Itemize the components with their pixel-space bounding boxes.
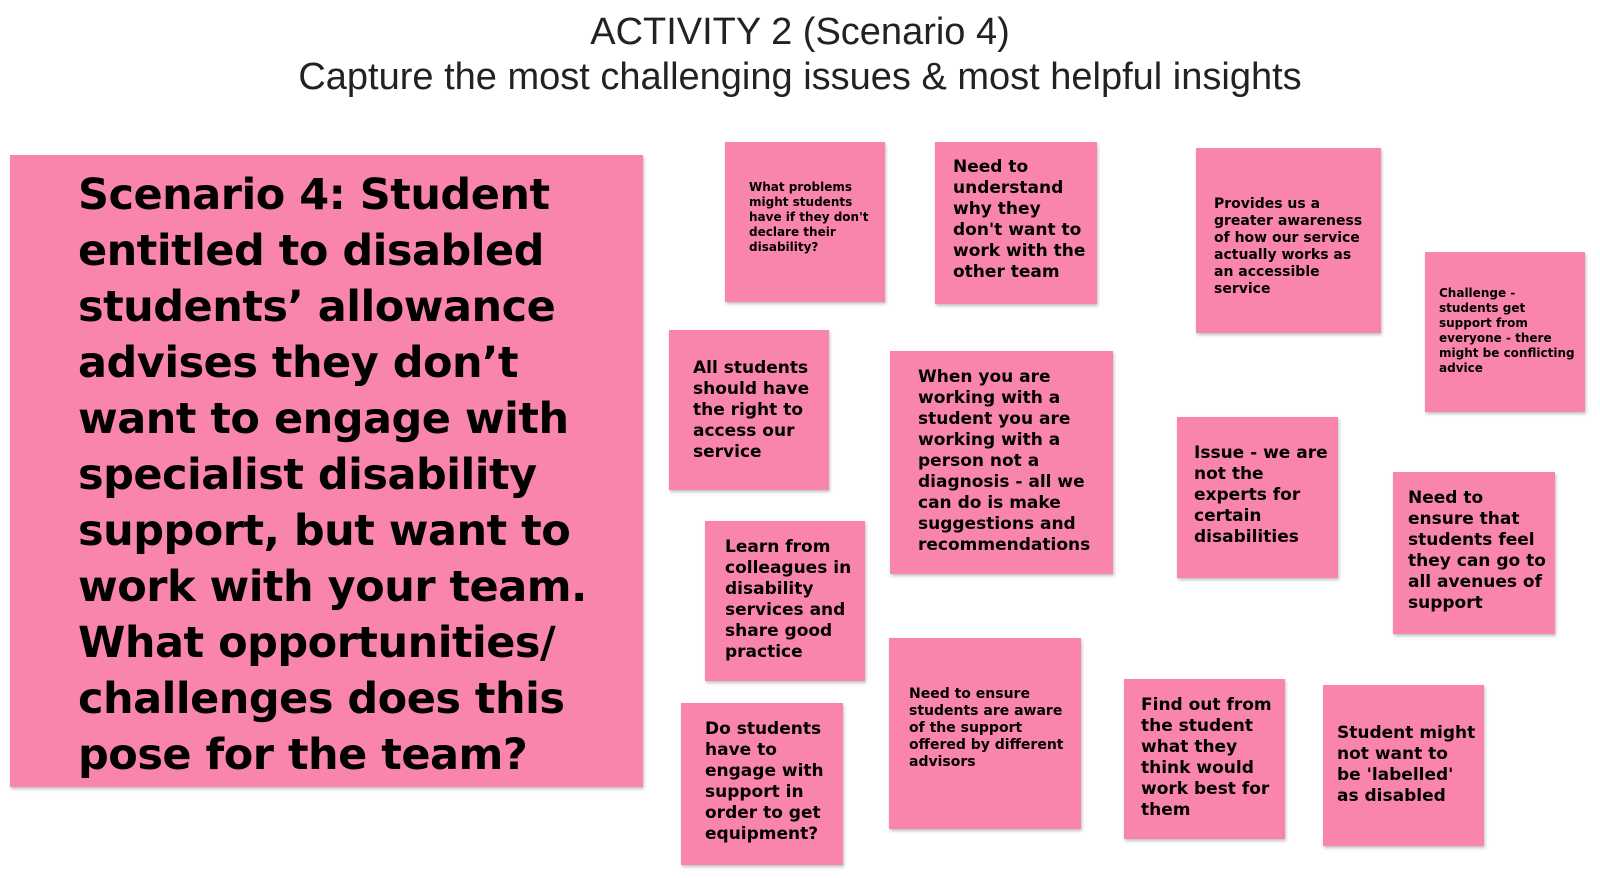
sticky-note[interactable] [1393, 472, 1555, 634]
sticky-note-text: Need to ensure that students feel they can go to all avenues of support [1408, 488, 1546, 613]
sticky-note[interactable] [1196, 148, 1381, 333]
sticky-note-text: Issue - we are not the experts for certain disabilities [1194, 443, 1328, 547]
sticky-note-text: Learn from colleagues in disability services and share good practice [725, 537, 852, 662]
sticky-note[interactable] [889, 638, 1081, 829]
sticky-note[interactable] [1323, 685, 1484, 846]
scenario-card [10, 155, 643, 787]
sticky-note-text: When you are working with a student you are working with a person not a diagnosis - all we can do is make suggestions and recommendations [918, 367, 1091, 555]
sticky-note[interactable] [890, 351, 1113, 574]
sticky-note[interactable] [669, 330, 829, 490]
sticky-note-text: What problems might students have if they don't declare their disability? [749, 180, 869, 254]
sticky-note-text: Need to understand why they don't want to work with the other team [953, 157, 1086, 282]
sticky-note-text: All students should have the right to access our service [693, 358, 810, 462]
sticky-note-text: Find out from the student what they think would work best for them [1141, 695, 1272, 820]
activity-subtitle: Capture the most challenging issues & most helpful insights [298, 56, 1302, 98]
sticky-note[interactable] [681, 703, 843, 865]
sticky-note-text: Need to ensure students are aware of the support offered by different advisors [909, 686, 1064, 770]
sticky-note[interactable] [935, 142, 1097, 304]
activity-title: ACTIVITY 2 (Scenario 4) [590, 11, 1010, 53]
sticky-note-text: Provides us a greater awareness of how our service actually works as an accessible service [1214, 196, 1363, 297]
sticky-note[interactable] [725, 142, 885, 302]
sticky-note[interactable] [1177, 417, 1338, 578]
sticky-note[interactable] [1124, 679, 1285, 839]
sticky-note[interactable] [1425, 252, 1585, 412]
sticky-note-text: Student might not want to be 'labelled' as disabled [1337, 723, 1476, 806]
sticky-note-text: Do students have to engage with support in order to get equipment? [705, 719, 824, 844]
sticky-note[interactable] [705, 521, 865, 681]
scenario-text: Scenario 4: Student entitled to disabled students’ allowance advises they don’t want to engage with specialist disability support, but want to work with your team. What opportunities/ challenges does this pose for the team? [78, 170, 587, 780]
sticky-note-text: Challenge - students get support from everyone - there might be conflicting advice [1439, 286, 1575, 375]
